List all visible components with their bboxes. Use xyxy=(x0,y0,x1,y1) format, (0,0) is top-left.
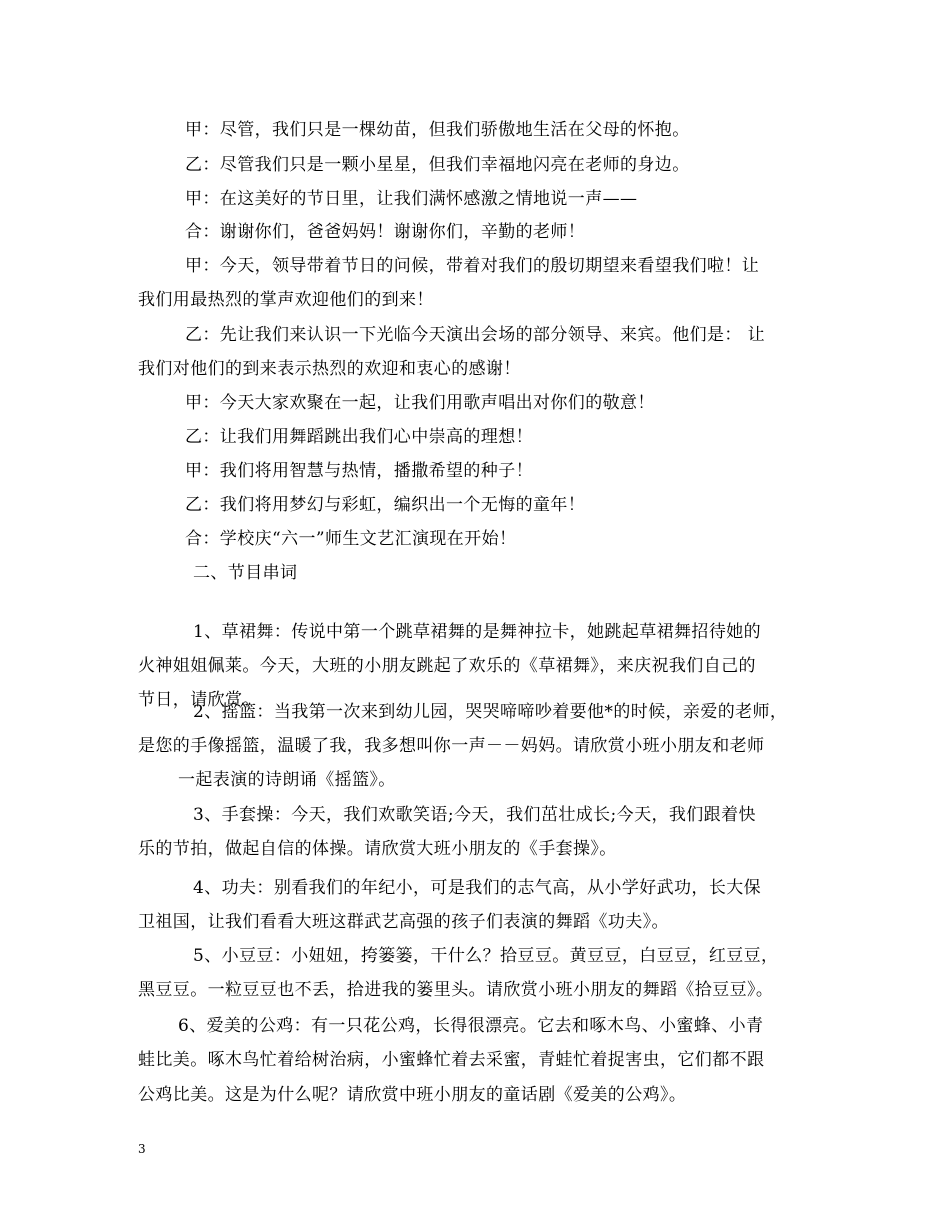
text-line: 甲：今天，领导带着节日的问候，带着对我们的殷切期望来看望我们啦！让 xyxy=(185,256,760,276)
text-line: 乙：先让我们来认识一下光临今天演出会场的部分领导、来宾。他们是： 让 xyxy=(185,325,766,345)
text-line: 5、小豆豆：小妞妞，挎篓篓，干什么？拾豆豆。黄豆豆，白豆豆，红豆豆， xyxy=(193,946,779,966)
text-line: 黑豆豆。一粒豆豆也不丢，拾进我的篓里头。请欣赏小班小朋友的舞蹈《拾豆豆》。 xyxy=(138,980,774,1000)
page-number: 3 xyxy=(138,1142,146,1156)
text-line: 3、手套操：今天，我们欢歌笑语;今天，我们茁壮成长;今天，我们跟着快 xyxy=(193,805,756,825)
text-line: 乙：尽管我们只是一颗小星星，但我们幸福地闪亮在老师的身边。 xyxy=(185,155,690,175)
text-line: 公鸡比美。这是为什么呢？请欣赏中班小朋友的童话剧《爱美的公鸡》。 xyxy=(138,1085,687,1105)
text-line: 我们对他们的到来表示热烈的欢迎和衷心的感谢！ xyxy=(138,359,521,379)
text-line: 1、草裙舞：传说中第一个跳草裙舞的是舞神拉卡，她跳起草裙舞招待她的 xyxy=(193,622,762,642)
text-line: 6、爱美的公鸡：有一只花公鸡，长得很漂亮。它去和啄木鸟、小蜜蜂、小青 xyxy=(178,1016,764,1036)
text-line: 蛙比美。啄木鸟忙着给树治病，小蜜蜂忙着去采蜜，青蛙忙着捉害虫，它们都不跟 xyxy=(138,1050,765,1070)
text-line: 乙：让我们用舞蹈跳出我们心中崇高的理想！ xyxy=(185,427,533,447)
text-line: 乐的节拍，做起自信的体操。请欣赏大班小朋友的《手套操》。 xyxy=(138,839,617,859)
text-line: 合：谢谢你们，爸爸妈妈！谢谢你们，辛勤的老师！ xyxy=(185,222,586,242)
text-line: 4、功夫：别看我们的年纪小，可是我们的志气高，从小学好武功，长大保 xyxy=(193,878,762,898)
text-line: 甲：我们将用智慧与热情，播撒希望的种子！ xyxy=(185,461,533,481)
text-line: 2、摇篮：当我第一次来到幼儿园，哭哭啼啼吵着要他*的时候，亲爱的老师， xyxy=(193,702,788,722)
text-line: 甲：在这美好的节日里，让我们满怀感激之情地说一声—— xyxy=(185,189,638,209)
text-line: 一起表演的诗朗诵《摇篮》。 xyxy=(178,770,396,790)
text-line: 火神姐姐佩莱。今天，大班的小朋友跳起了欢乐的《草裙舞》，来庆祝我们自己的 xyxy=(138,656,756,676)
section-heading: 二、节目串词 xyxy=(193,563,298,583)
text-line: 甲：尽管，我们只是一棵幼苗，但我们骄傲地生活在父母的怀抱。 xyxy=(185,120,690,140)
text-line: 我们用最热烈的掌声欢迎他们的到来！ xyxy=(138,290,434,310)
text-line: 卫祖国，让我们看看大班这群武艺高强的孩子们表演的舞蹈《功夫》。 xyxy=(138,912,669,932)
text-line: 甲：今天大家欢聚在一起，让我们用歌声唱出对你们的敬意！ xyxy=(185,393,655,413)
text-line: 乙：我们将用梦幻与彩虹，编织出一个无悔的童年！ xyxy=(185,495,586,515)
text-line: 合：学校庆“六一”师生文艺汇演现在开始！ xyxy=(185,529,517,549)
text-line: 节日，请欣赏。 xyxy=(138,690,260,710)
text-line: 是您的手像摇篮，温暖了我，我多想叫你一声－－妈妈。请欣赏小班小朋友和老师 xyxy=(138,736,765,756)
